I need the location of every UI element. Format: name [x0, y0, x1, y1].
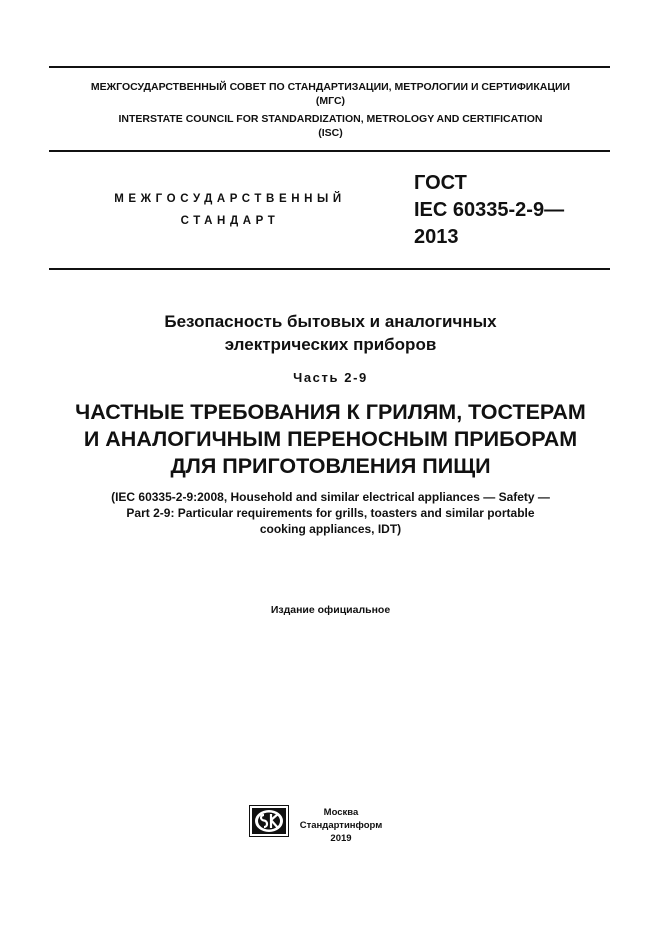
- document-title: [0, 399, 661, 480]
- edition-label: Издание официальное: [270, 604, 391, 616]
- title-line1: ЧАСТНЫЕ ТРЕБОВАНИЯ К ГРИЛЯМ, ТОСТЕРАМ: [75, 400, 586, 424]
- standard-code-line2: IEC 60335-2-9—: [414, 199, 565, 221]
- council-en-name: INTERSTATE COUNCIL FOR STANDARDIZATION, METROLOGY AND CERTIFICATION: [118, 113, 543, 125]
- document-part: Часть 2-9: [293, 370, 368, 385]
- publisher-year: 2019: [330, 833, 352, 844]
- standard-kind-line2: СТАНДАРТ: [180, 215, 280, 227]
- standartinform-logo-icon: [249, 805, 289, 837]
- top-rule: [49, 66, 610, 68]
- subject-line1: Безопасность бытовых и аналогичных: [164, 312, 497, 331]
- english-line1: (IEC 60335-2-9:2008, Household and similar electrical appliances — Safety —: [111, 490, 550, 504]
- council-ru-name: МЕЖГОСУДАРСТВЕННЫЙ СОВЕТ ПО СТАНДАРТИЗАЦИИ, МЕТРОЛОГИИ И СЕРТИФИКАЦИИ: [90, 81, 571, 93]
- council-ru-abbr: (МГС): [315, 95, 346, 107]
- standard-code-line1: ГОСТ: [414, 172, 467, 194]
- code-rule: [49, 268, 610, 270]
- title-line2: И АНАЛОГИЧНЫМ ПЕРЕНОСНЫМ ПРИБОРАМ: [83, 427, 578, 451]
- english-line2: Part 2-9: Particular requirements for grills, toasters and similar portable: [126, 506, 535, 520]
- header-rule: [49, 150, 610, 152]
- publisher-city: Москва: [323, 807, 359, 818]
- english-reference: [0, 489, 661, 537]
- publisher-name: Стандартинформ: [299, 820, 383, 831]
- title-line3: ДЛЯ ПРИГОТОВЛЕНИЯ ПИЩИ: [170, 454, 491, 478]
- standard-code: [414, 170, 564, 251]
- publisher-block: [296, 806, 386, 845]
- council-en-abbr: (ISC): [318, 127, 343, 139]
- standard-kind: [95, 188, 365, 232]
- council-en: [0, 112, 661, 140]
- subject-line2: электрических приборов: [224, 335, 437, 354]
- council-ru: [0, 80, 661, 108]
- standard-code-line3: 2013: [414, 226, 459, 248]
- standard-kind-line1: МЕЖГОСУДАРСТВЕННЫЙ: [114, 193, 346, 205]
- document-subject: [0, 310, 661, 356]
- english-line3: cooking appliances, IDT): [259, 522, 402, 536]
